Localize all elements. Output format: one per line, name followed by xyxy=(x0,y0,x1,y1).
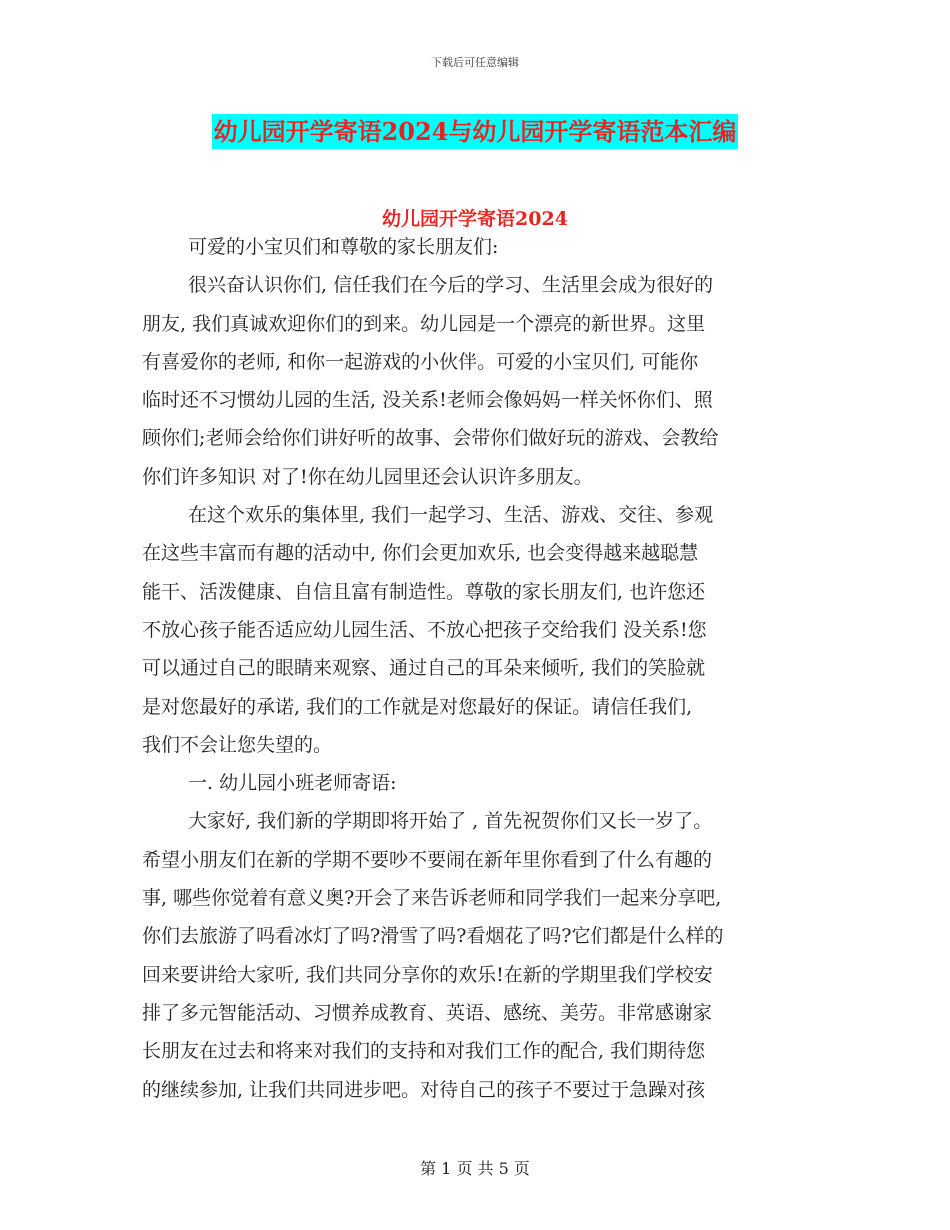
paragraph-line: 可爱的小宝贝们和尊敬的家长朋友们: xyxy=(188,236,499,258)
section-title: 幼儿园开学寄语2024 xyxy=(382,208,568,230)
paragraph-line: 你们许多知识 对了!你在幼儿园里还会认识许多朋友。 xyxy=(142,465,593,488)
paragraph-line: 临时还不习惯幼儿园的生活, 没关系!老师会像妈妈一样关怀你们、照 xyxy=(142,389,713,412)
paragraph-line: 可以通过自己的眼睛来观察、通过自己的耳朵来倾听, 我们的笑脸就 xyxy=(142,657,706,680)
paragraph-line: 顾你们;老师会给你们讲好听的故事、会带你们做好玩的游戏、会教给 xyxy=(142,427,719,450)
document-body xyxy=(142,232,822,1113)
paragraph-line: 长朋友在过去和将来对我们的支持和对我们工作的配合, 我们期待您 xyxy=(142,1040,706,1063)
paragraph-line: 不放心孩子能否适应幼儿园生活、不放心把孩子交给我们 没关系!您 xyxy=(142,618,707,641)
paragraph-line: 你们去旅游了吗看冰灯了吗?滑雪了吗?看烟花了吗?它们都是什么样的 xyxy=(142,925,724,948)
paragraph-line: 在这些丰富而有趣的活动中, 你们会更加欢乐, 也会变得越来越聪慧 xyxy=(142,542,699,565)
paragraph-line: 在这个欢乐的集体里, 我们一起学习、生活、游戏、交往、参观 xyxy=(188,504,714,527)
header-note: 下载后可任意编辑 xyxy=(431,56,519,69)
paragraph-line: 回来要讲给大家听, 我们共同分享你的欢乐!在新的学期里我们学校安 xyxy=(142,963,713,986)
document-title xyxy=(0,112,950,147)
document-title-text: 幼儿园开学寄语2024与幼儿园开学寄语范本汇编 xyxy=(212,114,739,149)
paragraph-line: 朋友, 我们真诚欢迎你们的到来。幼儿园是一个漂亮的新世界。这里 xyxy=(142,312,706,335)
paragraph-line: 希望小朋友们在新的学期不要吵不要闹在新年里你看到了什么有趣的 xyxy=(142,848,713,871)
paragraph-line: 是对您最好的承诺, 我们的工作就是对您最好的保证。请信任我们, xyxy=(142,695,693,718)
paragraph-line: 有喜爱你的老师, 和你一起游戏的小伙伴。可爱的小宝贝们, 可能你 xyxy=(142,350,699,373)
page-footer: 第 1 页 共 5 页 xyxy=(420,1159,530,1178)
paragraph-line: 排了多元智能活动、习惯养成教育、英语、感统、美劳。非常感谢家 xyxy=(142,1001,713,1024)
paragraph-line: 的继续参加, 让我们共同进步吧。对待自己的孩子不要过于急躁对孩 xyxy=(142,1078,706,1101)
paragraph-line: 我们不会让您失望的。 xyxy=(142,733,333,756)
paragraph-line: 能干、活泼健康、自信且富有制造性。尊敬的家长朋友们, 也许您还 xyxy=(142,580,706,603)
subheading-line: 一. 幼儿园小班老师寄语: xyxy=(188,772,397,795)
paragraph-line: 很兴奋认识你们, 信任我们在今后的学习、生活里会成为很好的 xyxy=(188,274,714,297)
paragraph-line: 大家好, 我们新的学期即将开始了 , 首先祝贺你们又长一岁了。 xyxy=(188,810,713,833)
paragraph-line: 事, 哪些你觉着有意义奥?开会了来告诉老师和同学我们一起来分享吧, xyxy=(142,887,722,910)
